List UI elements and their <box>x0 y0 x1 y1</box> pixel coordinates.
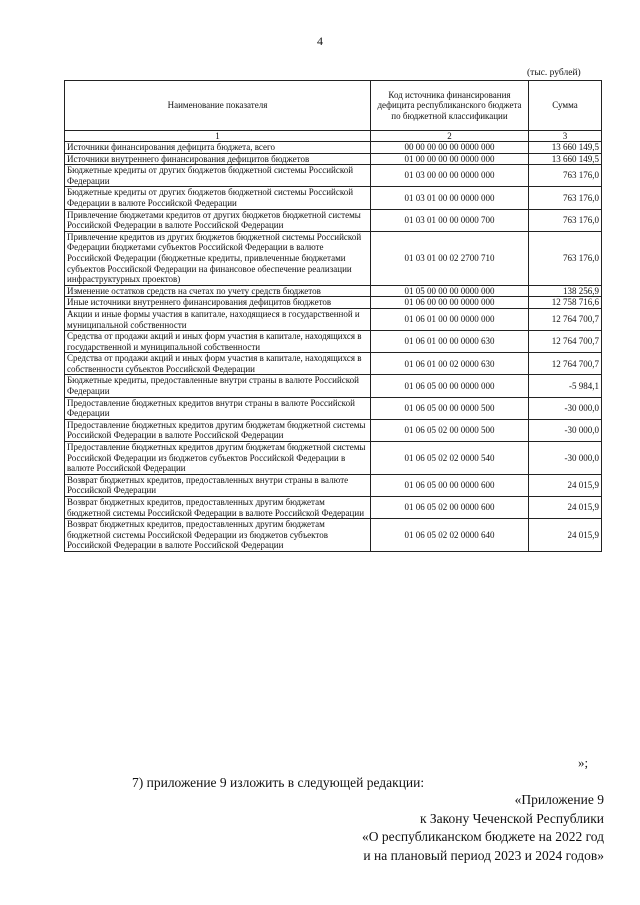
row-sum: 24 015,9 <box>529 497 602 519</box>
row-name: Бюджетные кредиты от других бюджетов бюджетной системы Российской Федерации <box>65 165 371 187</box>
row-code: 01 06 01 00 00 0000 000 <box>371 308 529 330</box>
column-number: 2 <box>371 131 529 142</box>
row-code: 01 03 01 00 02 2700 710 <box>371 231 529 285</box>
row-name: Привлечение кредитов из других бюджетов бюджетной системы Российской Федерации бюджетами субъектов Российской Федерации в валюте Российской Федерации (бюджетные кредиты, привлеченные бюджетами субъектов Российской Федерации на финансовое обеспечение реализации инфраструктурных проектов) <box>65 231 371 285</box>
closing-quote: »; <box>578 755 589 770</box>
row-code: 01 06 05 02 02 0000 640 <box>371 519 529 552</box>
row-sum: 763 176,0 <box>529 187 602 209</box>
row-name: Бюджетные кредиты, предоставленные внутри страны в валюте Российской Федерации <box>65 375 371 397</box>
row-sum: 13 660 149,5 <box>529 142 602 154</box>
row-code: 01 06 00 00 00 0000 000 <box>371 297 529 309</box>
column-number: 1 <box>65 131 371 142</box>
row-name: Предоставление бюджетных кредитов другим бюджетам бюджетной системы Российской Федерации в валюте Российской Федерации <box>65 419 371 441</box>
amendment-item-7: 7) приложение 9 изложить в следующей редакции: <box>132 775 425 790</box>
appendix-line: «Приложение 9 <box>514 792 604 807</box>
header-indicator-name: Наименование показателя <box>65 81 371 131</box>
row-sum: 763 176,0 <box>529 231 602 285</box>
row-sum: 138 256,9 <box>529 285 602 297</box>
row-sum: 24 015,9 <box>529 474 602 496</box>
appendix-line: к Закону Чеченской Республики <box>419 810 604 826</box>
row-name: Источники финансирования дефицита бюджета, всего <box>65 142 371 154</box>
table-row <box>65 375 602 397</box>
table-row <box>65 397 602 419</box>
row-sum: 763 176,0 <box>529 209 602 231</box>
table-row <box>65 308 602 330</box>
row-sum: 24 015,9 <box>529 519 602 552</box>
row-sum: -30 000,0 <box>529 442 602 475</box>
row-code: 00 00 00 00 00 0000 000 <box>371 142 529 154</box>
row-code: 01 05 00 00 00 0000 000 <box>371 285 529 297</box>
table-row <box>65 497 602 519</box>
row-name: Привлечение бюджетами кредитов от других бюджетов бюджетной системы Российской Федерации в валюте Российской Федерации <box>65 209 371 231</box>
row-code: 01 03 01 00 00 0000 700 <box>371 209 529 231</box>
table-row <box>65 474 602 496</box>
units-label: (тыс. рублей) <box>527 68 581 78</box>
row-name: Предоставление бюджетных кредитов внутри страны в валюте Российской Федерации <box>65 397 371 419</box>
row-code: 01 03 00 00 00 0000 000 <box>371 165 529 187</box>
table-row <box>65 331 602 353</box>
table-row <box>65 419 602 441</box>
header-source-code: Код источника финансирования дефицита республиканского бюджета по бюджетной классификации <box>371 81 529 131</box>
row-sum: -5 984,1 <box>529 375 602 397</box>
row-sum: -30 000,0 <box>529 397 602 419</box>
row-name: Возврат бюджетных кредитов, предоставленных другим бюджетам бюджетной системы Российской Федерации в валюте Российской Федерации <box>65 497 371 519</box>
row-code: 01 06 05 02 02 0000 540 <box>371 442 529 475</box>
row-sum: -30 000,0 <box>529 419 602 441</box>
header-sum: Сумма <box>529 81 602 131</box>
row-name: Предоставление бюджетных кредитов другим бюджетам бюджетной системы Российской Федерации из бюджетов субъектов Российской Федерации в валюте Российской Федерации <box>65 442 371 475</box>
table-row <box>65 442 602 475</box>
row-code: 01 06 05 00 00 0000 000 <box>371 375 529 397</box>
table-body <box>65 142 602 552</box>
row-code: 01 00 00 00 00 0000 000 <box>371 153 529 165</box>
row-name: Изменение остатков средств на счетах по учету средств бюджетов <box>65 285 371 297</box>
table-row <box>65 231 602 285</box>
page-number: 4 <box>317 34 323 48</box>
row-code: 01 06 05 02 00 0000 600 <box>371 497 529 519</box>
table-row <box>65 153 602 165</box>
table-row <box>65 519 602 552</box>
row-sum: 13 660 149,5 <box>529 153 602 165</box>
row-name: Источники внутреннего финансирования дефицитов бюджетов <box>65 153 371 165</box>
row-sum: 12 764 700,7 <box>529 353 602 375</box>
row-code: 01 06 05 02 00 0000 500 <box>371 419 529 441</box>
row-name: Акции и иные формы участия в капитале, находящиеся в государственной и муниципальной собственности <box>65 308 371 330</box>
budget-sources-table <box>64 80 602 552</box>
table-row <box>65 165 602 187</box>
row-code: 01 06 01 00 00 0000 630 <box>371 331 529 353</box>
table-row <box>65 209 602 231</box>
table-row <box>65 297 602 309</box>
row-name: Возврат бюджетных кредитов, предоставленных внутри страны в валюте Российской Федерации <box>65 474 371 496</box>
appendix-line: и на плановый период 2023 и 2024 годов» <box>363 847 604 863</box>
appendix-title-block <box>362 791 604 865</box>
appendix-line: «О республиканском бюджете на 2022 год <box>361 829 604 844</box>
row-name: Бюджетные кредиты от других бюджетов бюджетной системы Российской Федерации в валюте Российской Федерации <box>65 187 371 209</box>
row-name: Средства от продажи акций и иных форм участия в капитале, находящихся в собственности субъектов Российской Федерации <box>65 353 371 375</box>
table-row <box>65 353 602 375</box>
table-row <box>65 142 602 154</box>
row-name: Иные источники внутреннего финансирования дефицитов бюджетов <box>65 297 371 309</box>
row-sum: 763 176,0 <box>529 165 602 187</box>
row-sum: 12 764 700,7 <box>529 331 602 353</box>
row-code: 01 06 05 00 00 0000 600 <box>371 474 529 496</box>
row-sum: 12 758 716,6 <box>529 297 602 309</box>
row-code: 01 03 01 00 00 0000 000 <box>371 187 529 209</box>
column-number: 3 <box>529 131 602 142</box>
row-name: Возврат бюджетных кредитов, предоставленных другим бюджетам бюджетной системы Российской Федерации из бюджетов субъектов Российской Федерации в валюте Российской Федерации <box>65 519 371 552</box>
table-row <box>65 187 602 209</box>
row-code: 01 06 01 00 02 0000 630 <box>371 353 529 375</box>
row-name: Средства от продажи акций и иных форм участия в капитале, находящихся в государственной и муниципальной собственности <box>65 331 371 353</box>
row-sum: 12 764 700,7 <box>529 308 602 330</box>
table-row <box>65 285 602 297</box>
row-code: 01 06 05 00 00 0000 500 <box>371 397 529 419</box>
